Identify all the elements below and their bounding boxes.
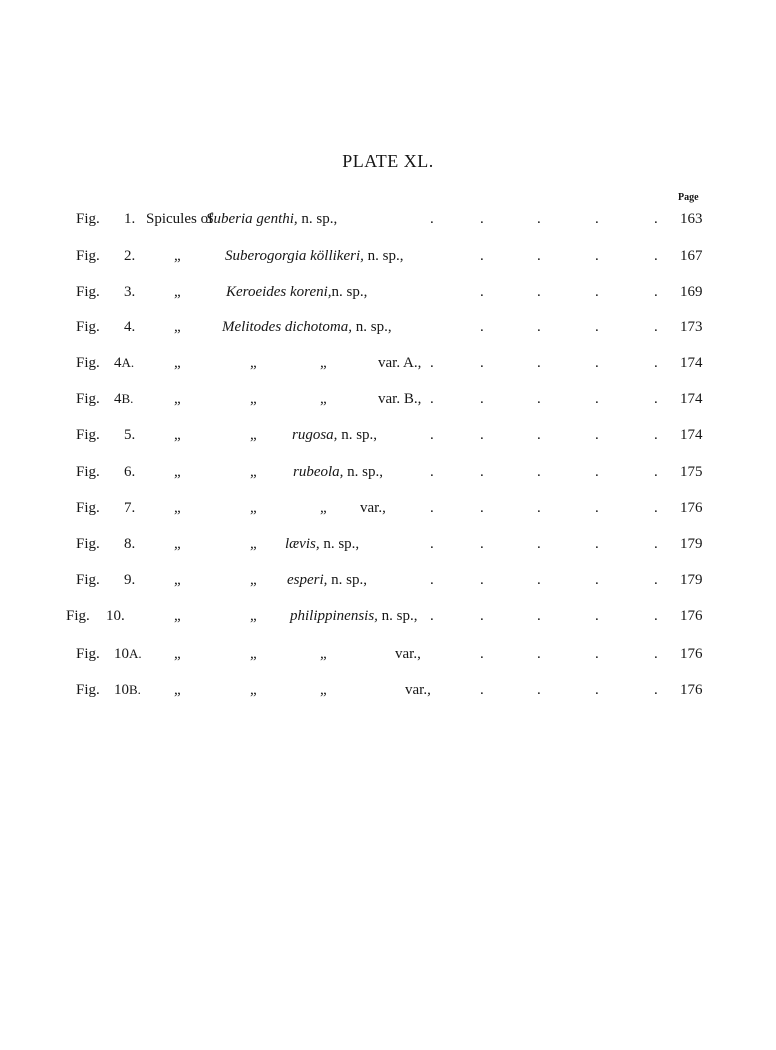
ditto-mark: „ [250,608,257,624]
figure-row [0,642,776,666]
figure-number-main: 9. [124,572,136,588]
figure-row [0,532,776,556]
leader-dot: . [595,682,599,698]
species-name: esperi, [287,572,328,588]
leader-dot: . [654,608,658,624]
ditto-mark: „ [174,319,181,335]
leader-dot: . [537,572,541,588]
leader-dot: . [480,464,484,480]
species-entry [287,568,367,592]
figure-row [0,678,776,702]
ditto-mark: „ [320,391,327,407]
page-number: 176 [680,682,703,698]
species-suffix: n. sp., [377,608,418,624]
ditto-mark: „ [174,572,181,588]
leader-dot: . [430,500,434,516]
figure-number [124,460,135,484]
page-column-header: Page [678,192,699,203]
leader-dot: . [595,211,599,227]
leader-dot: . [595,608,599,624]
variety-label: var., [395,646,421,662]
figure-label: Fig. [76,391,100,407]
species-suffix: n. sp., [297,211,338,227]
species-entry [285,532,359,556]
leader-dot: . [654,355,658,371]
species-name: rugosa, [292,427,338,443]
figure-label: Fig. [76,211,100,227]
leader-dot: . [595,248,599,264]
figure-row [0,280,776,304]
figure-row [0,496,776,520]
figure-number-main: 10 [114,646,129,662]
leader-dot: . [480,646,484,662]
species-suffix: n. sp., [331,284,368,300]
figure-row [0,568,776,592]
leader-dot: . [654,211,658,227]
figure-label: Fig. [76,427,100,443]
figure-label: Fig. [76,536,100,552]
leader-dot: . [430,572,434,588]
page-number: 174 [680,355,703,371]
ditto-mark: „ [320,646,327,662]
ditto-mark: „ [174,608,181,624]
figure-number-main: 10. [106,608,125,624]
ditto-mark: „ [174,682,181,698]
figure-number-main: 1. [124,211,136,227]
figure-label: Fig. [66,608,90,624]
figure-number [124,244,135,268]
species-entry [226,280,367,304]
figure-number-main: 3. [124,284,136,300]
leader-dot: . [480,391,484,407]
ditto-mark: „ [250,391,257,407]
page-number: 174 [680,391,703,407]
leader-dot: . [537,391,541,407]
leader-dot: . [654,682,658,698]
page-number: 169 [680,284,703,300]
leader-dot: . [480,211,484,227]
leader-dot: . [537,284,541,300]
ditto-mark: „ [174,248,181,264]
figure-number-main: 7. [124,500,136,516]
ditto-mark: „ [320,682,327,698]
species-entry [222,315,392,339]
leader-dot: . [537,248,541,264]
leader-dot: . [537,500,541,516]
leader-dot: . [654,248,658,264]
leader-dot: . [595,319,599,335]
figure-row [0,423,776,447]
figure-row [0,351,776,375]
ditto-mark: „ [250,464,257,480]
ditto-mark: „ [320,500,327,516]
leader-dot: . [654,391,658,407]
ditto-mark: „ [174,355,181,371]
species-entry [206,207,337,231]
leader-dot: . [595,464,599,480]
figure-number-main: 8. [124,536,136,552]
figure-label: Fig. [76,682,100,698]
figure-number-main: 10 [114,682,129,698]
page-number: 176 [680,646,703,662]
page-number: 173 [680,319,703,335]
page-number: 167 [680,248,703,264]
plate-title: PLATE XL. [342,151,434,171]
leader-dot: . [480,355,484,371]
leader-dot: . [537,646,541,662]
variety-label: var. A., [378,355,422,371]
ditto-mark: „ [174,536,181,552]
figure-row [0,315,776,339]
ditto-mark: „ [250,682,257,698]
ditto-mark: „ [174,391,181,407]
figure-number [106,604,125,628]
leader-dot: . [595,427,599,443]
leader-dot: . [654,646,658,662]
leader-dot: . [654,500,658,516]
figure-number [114,642,142,666]
figure-label: Fig. [76,355,100,371]
ditto-mark: „ [174,284,181,300]
leader-dot: . [480,536,484,552]
ditto-mark: „ [174,500,181,516]
leader-dot: . [430,464,434,480]
species-entry [293,460,383,484]
ditto-mark: „ [174,427,181,443]
leader-dot: . [595,284,599,300]
species-name: philippinensis, [290,608,378,624]
variety-label: var. B., [378,391,422,407]
figure-number [124,568,135,592]
figure-row [0,244,776,268]
ditto-mark: „ [320,355,327,371]
leader-dot: . [654,464,658,480]
figure-number [114,678,141,702]
ditto-mark: „ [250,427,257,443]
leader-dot: . [537,319,541,335]
species-name: lævis, [285,536,320,552]
page-number: 179 [680,572,703,588]
figure-label: Fig. [76,464,100,480]
ditto-mark: „ [250,536,257,552]
ditto-mark: „ [250,355,257,371]
leader-dot: . [480,248,484,264]
figure-number [124,280,135,304]
figure-number [114,351,134,375]
figure-number [124,496,135,520]
variety-label: var., [405,682,431,698]
ditto-mark: „ [250,500,257,516]
ditto-mark: „ [250,572,257,588]
leader-dot: . [480,572,484,588]
leader-dot: . [537,608,541,624]
variety-label: var., [360,500,386,516]
leader-dot: . [480,427,484,443]
leader-dot: . [480,682,484,698]
figure-number [124,532,135,556]
species-name: Suberogorgia köllikeri, [225,248,364,264]
figure-row [0,207,776,231]
figure-row [0,460,776,484]
leader-dot: . [537,211,541,227]
figure-number-sub: A. [121,355,135,370]
leader-dot: . [595,500,599,516]
leader-dot: . [430,355,434,371]
leader-dot: . [480,608,484,624]
leader-dot: . [595,391,599,407]
species-suffix: n. sp., [327,572,368,588]
leader-dot: . [595,536,599,552]
leader-dot: . [595,355,599,371]
page-number: 179 [680,536,703,552]
page-number: 174 [680,427,703,443]
leader-dot: . [537,464,541,480]
figure-number-main: 4 [114,391,122,407]
figure-label: Fig. [76,500,100,516]
leader-dot: . [654,319,658,335]
figure-label: Fig. [76,284,100,300]
species-suffix: n. sp., [337,427,378,443]
figure-number [114,387,133,411]
figure-number [124,315,135,339]
ditto-mark: „ [174,464,181,480]
figure-number [124,423,135,447]
leader-dot: . [430,211,434,227]
figure-number-sub: B. [121,391,134,406]
figure-number-sub: A. [129,646,142,661]
ditto-mark: „ [250,646,257,662]
species-entry [292,423,377,447]
species-name: Suberia genthi, [206,211,298,227]
leader-dot: . [537,427,541,443]
figure-number-main: 4 [114,355,122,371]
species-name: rubeola, [293,464,344,480]
species-entry [225,244,403,268]
leader-dot: . [430,391,434,407]
species-entry [290,604,418,628]
figure-label: Fig. [76,572,100,588]
page-number: 163 [680,211,703,227]
leader-dot: . [595,646,599,662]
leader-dot: . [430,536,434,552]
leader-dot: . [430,427,434,443]
page-number: 176 [680,608,703,624]
entry-lead-text: Spicules of [146,211,214,227]
figure-number-main: 5. [124,427,136,443]
figure-label: Fig. [76,646,100,662]
leader-dot: . [595,572,599,588]
leader-dot: . [537,682,541,698]
leader-dot: . [480,319,484,335]
leader-dot: . [480,500,484,516]
figure-row [0,387,776,411]
species-suffix: n. sp., [319,536,360,552]
species-name: Melitodes dichotoma, [222,319,352,335]
species-suffix: n. sp., [351,319,392,335]
leader-dot: . [654,427,658,443]
figure-number-main: 4. [124,319,136,335]
figure-number-sub: B. [129,682,141,697]
species-suffix: n. sp., [343,464,384,480]
figure-number-main: 2. [124,248,136,264]
page-number: 175 [680,464,703,480]
figure-label: Fig. [76,319,100,335]
figure-row [0,604,776,628]
leader-dot: . [537,536,541,552]
leader-dot: . [430,608,434,624]
species-name: Keroeides koreni, [226,284,332,300]
leader-dot: . [654,572,658,588]
leader-dot: . [654,284,658,300]
figure-label: Fig. [76,248,100,264]
ditto-mark: „ [174,646,181,662]
species-suffix: n. sp., [363,248,404,264]
page-number: 176 [680,500,703,516]
leader-dot: . [537,355,541,371]
figure-number [124,207,135,231]
figure-number-main: 6. [124,464,136,480]
leader-dot: . [654,536,658,552]
leader-dot: . [480,284,484,300]
